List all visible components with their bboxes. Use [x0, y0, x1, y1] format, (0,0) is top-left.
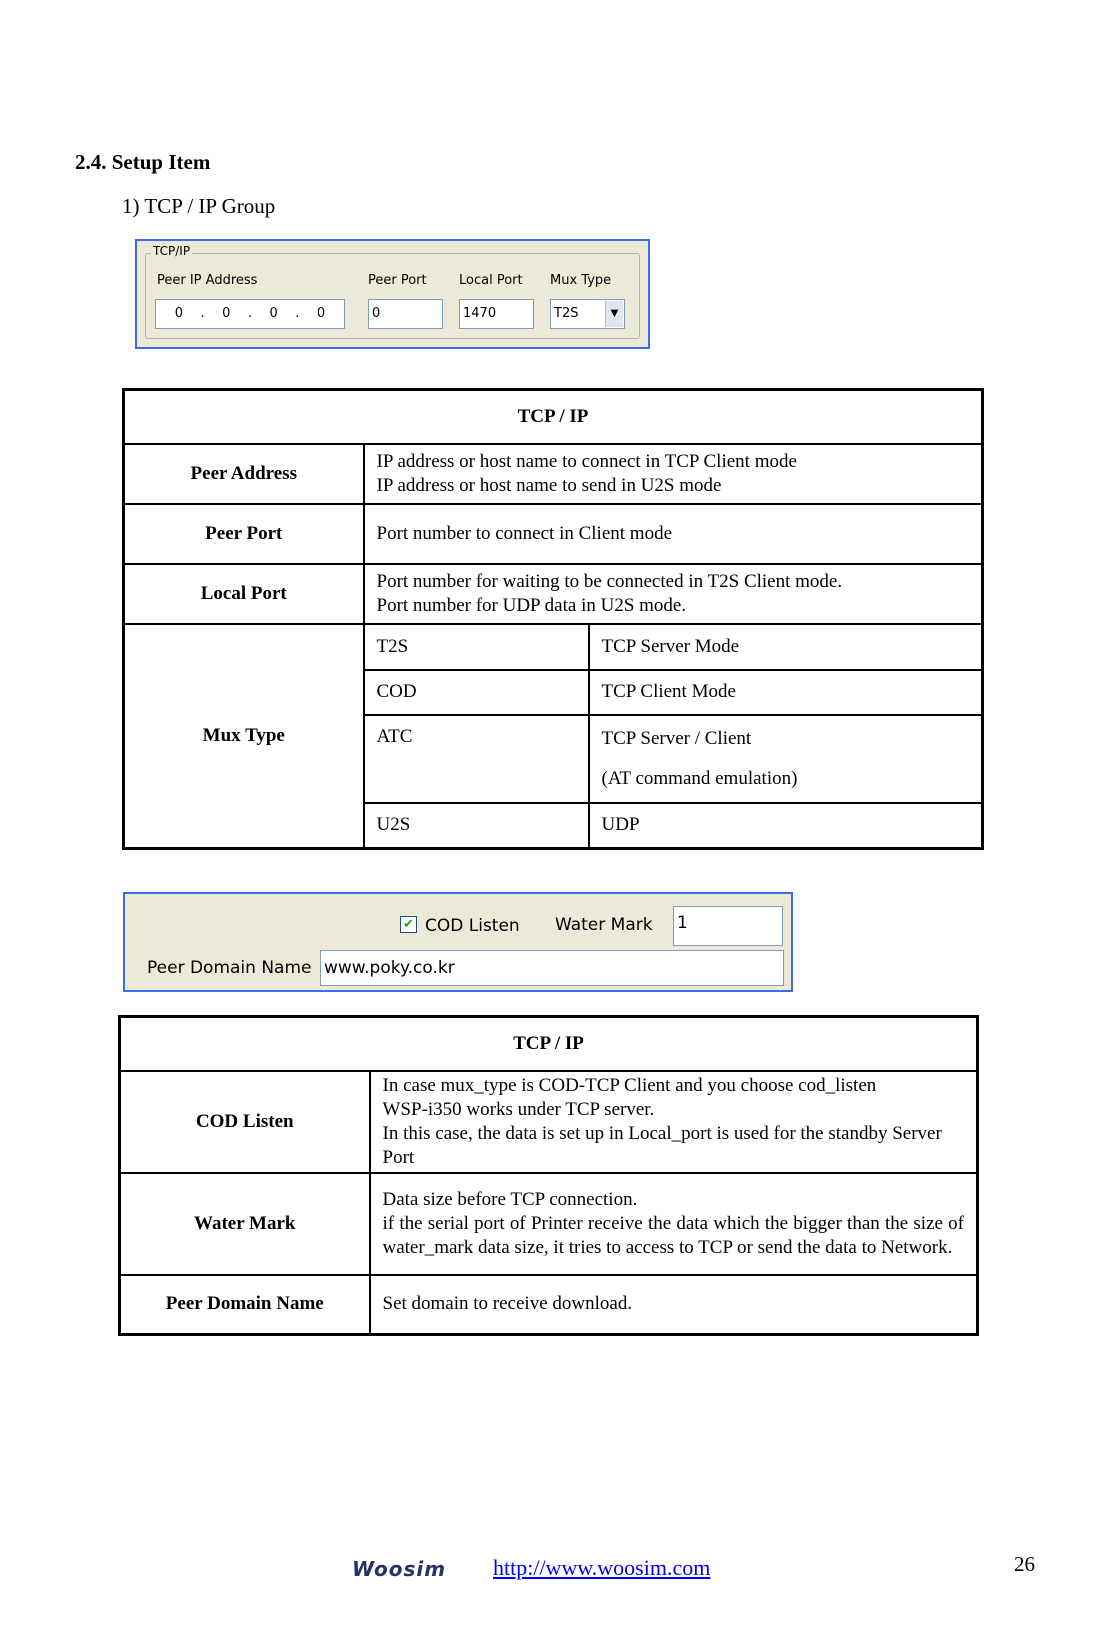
cod-settings-table	[118, 1015, 979, 1336]
row-desc-peer-domain: Set domain to receive download.	[370, 1275, 978, 1335]
row-key-peer-domain: Peer Domain Name	[120, 1275, 370, 1335]
desc-line: WSP-i350 works under TCP server.	[382, 1098, 655, 1120]
woosim-logo: Woosim	[352, 1557, 447, 1581]
local-port-label: Local Port	[459, 273, 523, 288]
mux-mode-cell: ATC	[364, 715, 589, 803]
ip-octet-3: 0	[269, 306, 278, 321]
groupbox-legend: TCP/IP	[153, 244, 191, 258]
peer-ip-input[interactable]	[155, 299, 345, 329]
tcpip-group-screenshot	[135, 239, 650, 349]
section-heading: 2.4. Setup Item	[75, 150, 211, 174]
peer-port-label: Peer Port	[368, 273, 427, 288]
ip-dot: .	[295, 306, 300, 321]
mux-desc-cell: TCP Client Mode	[589, 670, 983, 715]
desc-line: (AT command emulation)	[601, 767, 798, 789]
desc-line: TCP Server / Client	[601, 727, 752, 749]
mux-desc-cell: TCP Server Mode	[589, 624, 983, 670]
peer-port-input[interactable]: 0	[368, 299, 443, 329]
cod-settings-screenshot	[123, 892, 793, 992]
desc-line: IP address or host name to send in U2S mode	[376, 474, 722, 496]
mux-mode-cell: T2S	[364, 624, 589, 670]
cod-listen-checkbox[interactable]: ✔	[400, 916, 417, 933]
row-desc-local-port	[364, 564, 983, 624]
peer-domain-input[interactable]: www.poky.co.kr	[320, 950, 784, 986]
ip-octet-1: 0	[174, 306, 184, 321]
chevron-down-icon[interactable]: ▼	[605, 301, 623, 327]
mux-desc-cell: UDP	[589, 803, 983, 849]
desc-line: Data size before TCP connection.	[382, 1188, 638, 1210]
ip-dot: .	[247, 306, 253, 321]
desc-line: In case mux_type is COD-TCP Client and you choose cod_listen	[382, 1074, 877, 1096]
desc-line: if the serial port of Printer receive the data which the bigger than the size of water_mark data size, it tries to access to TCP or send the data to Network.	[382, 1212, 964, 1258]
mux-type-value: T2S	[554, 306, 579, 321]
subsection-heading: 1) TCP / IP Group	[122, 194, 276, 218]
row-key-local-port: Local Port	[124, 564, 364, 624]
tcpip-table	[122, 388, 984, 850]
row-key-peer-address: Peer Address	[124, 444, 364, 504]
row-desc-water-mark	[370, 1173, 978, 1275]
ip-octet-4: 0	[316, 306, 326, 321]
table-title: TCP / IP	[120, 1017, 978, 1071]
row-desc-cod-listen	[370, 1071, 978, 1173]
page-number: 26	[1014, 1552, 1035, 1576]
row-key-water-mark: Water Mark	[120, 1173, 370, 1275]
row-desc-peer-port: Port number to connect in Client mode	[364, 504, 983, 564]
ip-octet-2: 0	[222, 306, 231, 321]
row-desc-peer-address	[364, 444, 983, 504]
row-key-cod-listen: COD Listen	[120, 1071, 370, 1173]
table-title: TCP / IP	[124, 390, 983, 444]
row-key-peer-port: Peer Port	[124, 504, 364, 564]
ip-dot: .	[200, 306, 205, 321]
row-key-mux-type: Mux Type	[124, 624, 364, 849]
peer-domain-label: Peer Domain Name	[147, 958, 312, 978]
cod-listen-label: COD Listen	[425, 916, 520, 936]
water-mark-label: Water Mark	[555, 915, 653, 935]
desc-line: Port number for UDP data in U2S mode.	[376, 594, 687, 616]
mux-desc-cell	[589, 715, 983, 803]
peer-ip-label: Peer IP Address	[157, 273, 258, 288]
mux-mode-cell: COD	[364, 670, 589, 715]
water-mark-input[interactable]: 1	[673, 906, 783, 946]
footer-link[interactable]: http://www.woosim.com	[493, 1555, 711, 1580]
desc-line: IP address or host name to connect in TCP Client mode	[376, 450, 797, 472]
desc-line: In this case, the data is set up in Local_port is used for the standby Server Port	[382, 1122, 942, 1168]
local-port-input[interactable]: 1470	[459, 299, 534, 329]
mux-type-select[interactable]	[550, 299, 625, 329]
desc-line: Port number for waiting to be connected in T2S Client mode.	[376, 570, 843, 592]
mux-type-label: Mux Type	[550, 273, 612, 288]
mux-mode-cell: U2S	[364, 803, 589, 849]
